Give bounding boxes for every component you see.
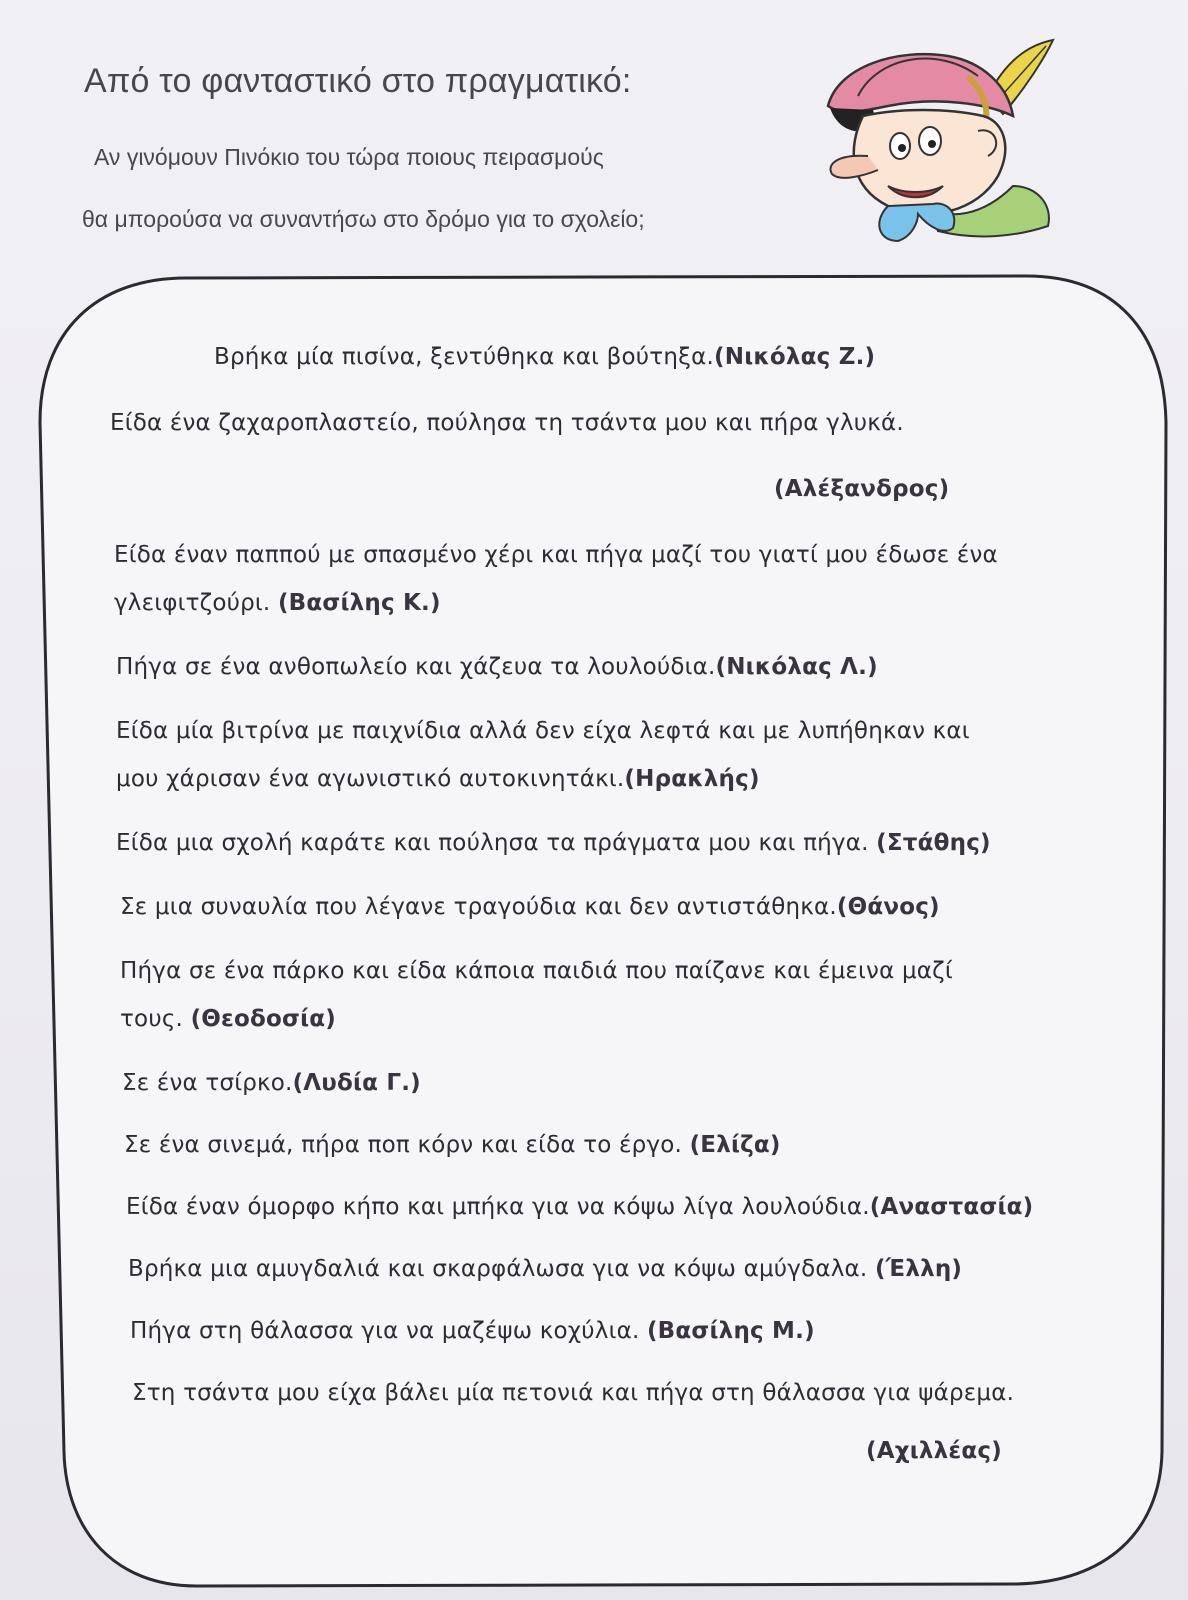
answer-line [124,1132,781,1158]
student-name: (Θεοδοσία) [190,1006,337,1032]
student-name: (Βασίλης Μ.) [646,1318,815,1344]
answer-text: Είδα μία βιτρίνα με παιχνίδια αλλά δεν είχα λεφτά και με λυπήθηκαν και [116,718,970,744]
student-name: (Νικόλας Λ.) [715,654,878,680]
question-line-1: Αν γινόμουν Πινόκιο του τώρα ποιους πειρασμούς [94,144,604,170]
answer-line [110,410,904,436]
answer-text: μου χάρισαν ένα αγωνιστικό αυτοκινητάκι. [116,766,625,792]
student-name: (Λυδία Γ.) [292,1070,421,1096]
answer-text: Πήγα σε ένα πάρκο και είδα κάποια παιδιά που παίζανε και έμεινα μαζί [120,958,953,984]
answer-text: Πήγα στη θάλασσα για να μαζέψω κοχύλια. [130,1318,647,1344]
answer-line [114,590,441,616]
answer-line [116,654,878,680]
answer-text: Σε μια συναυλία που λέγανε τραγούδια και δεν αντιστάθηκα. [120,894,837,920]
answer-text: Σε ένα σινεμά, πήρα ποπ κόρν και είδα το έργο. [124,1132,690,1158]
answer-line [120,1006,336,1032]
student-name: (Στάθης) [876,830,991,856]
answer-line [132,1380,1014,1406]
student-name: (Έλλη) [874,1256,963,1282]
answer-line [126,1194,1033,1220]
student-name: (Αχιλλέας) [866,1438,1002,1464]
student-name: (Αλέξανδρος) [774,476,950,502]
answer-line [114,542,998,568]
question-line-2: θα μπορούσα να συναντήσω στο δρόμο για το σχολείο; [82,206,645,232]
student-name: (Αναστασία) [869,1194,1034,1220]
answer-line [866,1438,1002,1464]
student-name: (Ηρακλής) [624,766,760,792]
answer-text: Σε ένα τσίρκο. [122,1070,293,1096]
answer-text: Είδα έναν όμορφο κήπο και μπήκα για να κόψω λίγα λουλούδια. [126,1194,870,1220]
answer-line [116,766,760,792]
answer-text: Πήγα σε ένα ανθοπωλείο και χάζευα τα λουλούδια. [116,654,716,680]
answer-text: Βρήκα μία πισίνα, ξεντύθηκα και βούτηξα. [214,344,715,370]
student-name: (Νικόλας Ζ.) [714,344,876,370]
answer-text: γλειφιτζούρι. [114,590,278,616]
answer-line [120,894,940,920]
answer-line [128,1256,962,1282]
answer-line [120,958,953,984]
answer-line [130,1318,815,1344]
student-name: (Ελίζα) [689,1132,781,1158]
answer-text: Είδα έναν παππού με σπασμένο χέρι και πήγα μαζί του γιατί μου έδωσε ένα [114,542,998,568]
answer-line [116,718,970,744]
answer-text: Βρήκα μια αμυγδαλιά και σκαρφάλωσα για να κόψω αμύγδαλα. [128,1256,875,1282]
answer-text: Είδα μια σχολή καράτε και πούλησα τα πράγματα μου και πήγα. [116,830,877,856]
answer-text: Είδα ένα ζαχαροπλαστείο, πούλησα τη τσάντα μου και πήρα γλυκά. [110,410,904,436]
answer-line [214,344,875,370]
student-name: (Θάνος) [836,894,940,920]
answer-text: τους. [120,1006,191,1032]
answer-line [116,830,991,856]
page-title: Από το φανταστικό στο πραγματικό: [84,62,632,100]
answer-text: Στη τσάντα μου είχα βάλει μία πετονιά και πήγα στη θάλασσα για ψάρεμα. [132,1380,1015,1406]
student-name: (Βασίλης Κ.) [277,590,441,616]
answer-line [122,1070,421,1096]
answer-line [774,476,949,502]
